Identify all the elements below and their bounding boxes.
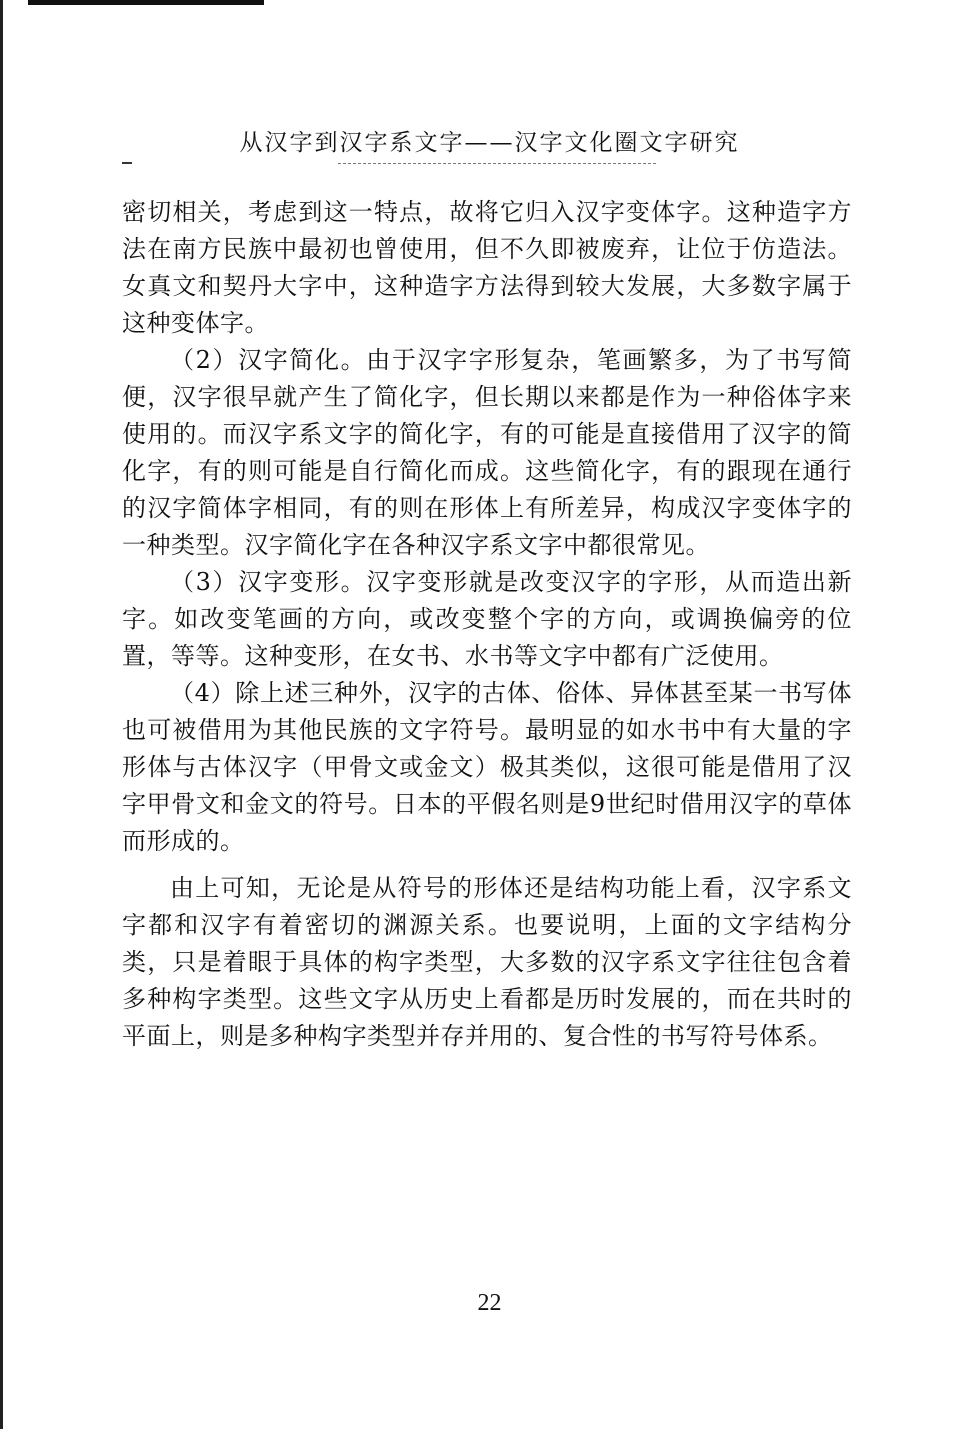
paragraph-continuation: 密切相关，考虑到这一特点，故将它归入汉字变体字。这种造字方法在南方民族中最初也曾使用，但不久即被废弃，让位于仿造法。女真文和契丹大字中，这种造字方法得到较大发展，大多数字属于这种变体字。	[122, 198, 852, 337]
scan-top-bar	[28, 0, 264, 5]
page-edge-rule	[0, 0, 3, 1429]
paragraph-conclusion: 由上可知，无论是从符号的形体还是结构功能上看，汉字系文字都和汉字有着密切的渊源关系。也要说明，上面的文字结构分类，只是着眼于具体的构字类型，大多数的汉字系文字往往包含着多种构字类型。这些文字从历史上看都是历时发展的，而在共时的平面上，则是多种构字类型并存并用的、复合性的书写符号体系。	[122, 874, 852, 1050]
header-rule	[338, 163, 656, 164]
paragraph-other-borrowings: （4）除上述三种外，汉字的古体、俗体、异体甚至某一书写体也可被借用为其他民族的文字符号。最明显的如水书中有大量的字形体与古体汉字（甲骨文或金文）极其类似，这很可能是借用了汉字甲骨文和金文的符号。日本的平假名则是9世纪时借用汉字的草体而形成的。	[122, 679, 852, 855]
header-tick-mark	[122, 162, 132, 164]
running-title: 从汉字到汉字系文字——汉字文化圈文字研究	[239, 130, 740, 156]
page-number: 22	[477, 1290, 502, 1316]
body-text	[122, 194, 852, 1055]
paragraph-deformation: （3）汉字变形。汉字变形就是改变汉字的字形，从而造出新字。如改变笔画的方向，或改变整个字的方向，或调换偏旁的位置，等等。这种变形，在女书、水书等文字中都有广泛使用。	[122, 568, 852, 670]
paragraph-simplification: （2）汉字简化。由于汉字字形复杂，笔画繁多，为了书写简便，汉字很早就产生了简化字，但长期以来都是作为一种俗体字来使用的。而汉字系文字的简化字，有的可能是直接借用了汉字的简化字，有的则可能是自行简化而成。这些简化字，有的跟现在通行的汉字简体字相同，有的则在形体上有所差异，构成汉字变体字的一种类型。汉字简化字在各种汉字系文字中都很常见。	[122, 346, 852, 559]
